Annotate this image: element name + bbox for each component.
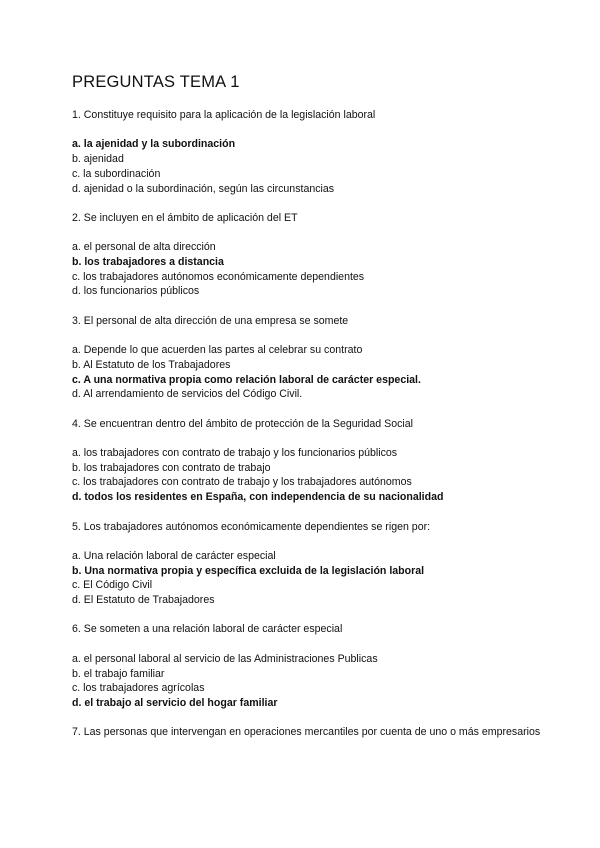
question-text: 7. Las personas que intervengan en operaciones mercantiles por cuenta de uno o más empresarios [72, 726, 541, 739]
question-text: 2. Se incluyen en el ámbito de aplicación del ET [72, 211, 298, 224]
option-list [72, 137, 542, 196]
answer-option: d. Al arrendamiento de servicios del Código Civil. [72, 388, 303, 401]
correct-answer-option: a. la ajenidad y la subordinación [72, 138, 236, 151]
question-6 [72, 622, 542, 710]
answer-option: b. el trabajo familiar [72, 667, 165, 680]
question-4 [72, 417, 542, 505]
question-2 [72, 211, 542, 299]
question-5 [72, 520, 542, 608]
document-page [72, 72, 542, 755]
correct-answer-option: d. el trabajo al servicio del hogar familiar [72, 696, 278, 709]
question-7 [72, 725, 542, 740]
answer-option: c. los trabajadores agrícolas [72, 682, 205, 695]
option-list [72, 652, 542, 711]
answer-option: c. El Código Civil [72, 579, 153, 592]
correct-answer-option: b. Una normativa propia y específica excluida de la legislación laboral [72, 564, 425, 577]
question-3 [72, 314, 542, 402]
answer-option: a. los trabajadores con contrato de trabajo y los funcionarios públicos [72, 447, 398, 460]
option-list [72, 549, 542, 608]
answer-option: b. ajenidad [72, 153, 124, 166]
answer-option: a. el personal laboral al servicio de las Administraciones Publicas [72, 652, 378, 665]
answer-option: c. la subordinación [72, 167, 161, 180]
correct-answer-option: b. los trabajadores a distancia [72, 255, 224, 268]
question-text: 6. Se someten a una relación laboral de carácter especial [72, 623, 343, 636]
document-title: PREGUNTAS TEMA 1 [72, 73, 240, 91]
option-list [72, 240, 542, 299]
question-list [72, 108, 542, 740]
answer-option: c. los trabajadores con contrato de trabajo y los trabajadores autónomos [72, 476, 412, 489]
answer-option: a. Depende lo que acuerden las partes al celebrar su contrato [72, 344, 363, 357]
question-text: 5. Los trabajadores autónomos económicamente dependientes se rigen por: [72, 520, 431, 533]
correct-answer-option: d. todos los residentes en España, con independencia de su nacionalidad [72, 491, 444, 504]
question-text: 4. Se encuentran dentro del ámbito de protección de la Seguridad Social [72, 417, 413, 430]
answer-option: a. el personal de alta dirección [72, 241, 216, 254]
answer-option: d. El Estatuto de Trabajadores [72, 594, 215, 607]
answer-option: c. los trabajadores autónomos económicamente dependientes [72, 270, 365, 283]
option-list [72, 343, 542, 402]
question-text: 1. Constituye requisito para la aplicación de la legislación laboral [72, 109, 376, 121]
answer-option: b. los trabajadores con contrato de trabajo [72, 461, 271, 474]
option-list [72, 446, 542, 505]
question-1 [72, 108, 542, 196]
answer-option: b. Al Estatuto de los Trabajadores [72, 358, 231, 371]
question-text: 3. El personal de alta dirección de una empresa se somete [72, 314, 349, 327]
answer-option: d. los funcionarios públicos [72, 285, 200, 298]
answer-option: d. ajenidad o la subordinación, según las circunstancias [72, 182, 335, 195]
answer-option: a. Una relación laboral de carácter especial [72, 549, 276, 562]
correct-answer-option: c. A una normativa propia como relación laboral de carácter especial. [72, 373, 421, 386]
